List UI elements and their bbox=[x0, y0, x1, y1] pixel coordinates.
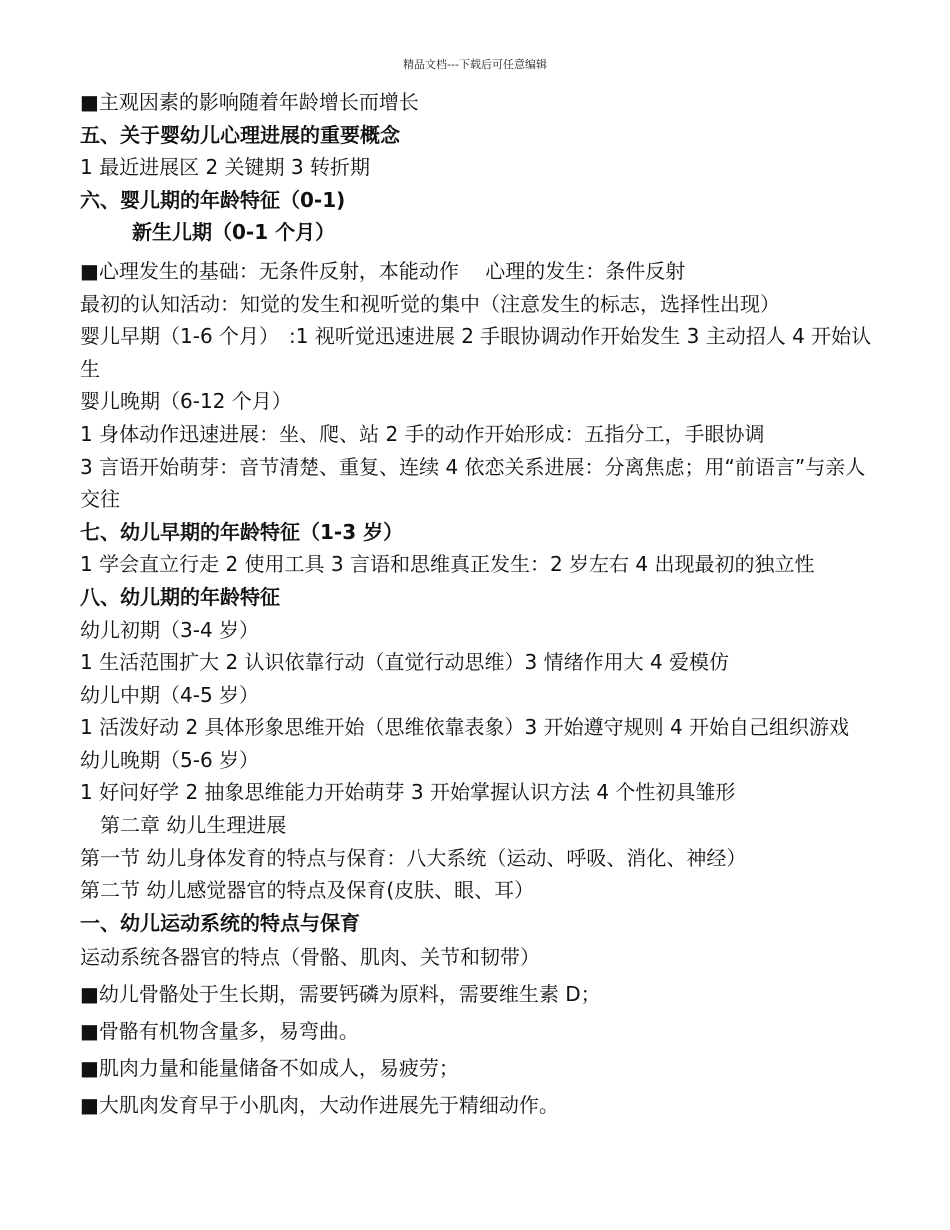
text-line: 运动系统各器官的特点（骨骼、肌肉、关节和韧带） bbox=[80, 945, 540, 970]
bullet-line: ■幼儿骨骼处于生长期，需要钙磷为原料，需要维生素 D； bbox=[80, 982, 601, 1007]
bullet-line: ■肌肉力量和能量储备不如成人，易疲劳； bbox=[80, 1056, 459, 1081]
text-line: 最初的认知活动：知觉的发生和视听觉的集中（注意发生的标志，选择性出现） bbox=[80, 291, 780, 316]
text-paragraph: 1 活泼好动 2 具体形象思维开始（思维依靠表象）3 开始遵守规则 4 开始自己组织游戏 bbox=[80, 715, 850, 740]
text-line: 第二节 幼儿感觉器官的特点及保育(皮肤、眼、耳） bbox=[80, 878, 535, 903]
text-line: 幼儿中期（4-5 岁） bbox=[80, 682, 260, 707]
bullet-line: ■心理发生的基础：无条件反射，本能动作 心理的发生：条件反射 bbox=[80, 258, 686, 283]
section-heading: 六、婴儿期的年龄特征（0-1) bbox=[80, 187, 346, 212]
section-heading: 五、关于婴幼儿心理进展的重要概念 bbox=[80, 122, 400, 147]
chapter-heading: 第二章 幼儿生理进展 bbox=[100, 813, 287, 838]
section-heading: 八、幼儿期的年龄特征 bbox=[80, 584, 280, 609]
text-line: 幼儿晚期（5-6 岁） bbox=[80, 747, 260, 772]
text-line: 1 学会直立行走 2 使用工具 3 言语和思维真正发生：2 岁左右 4 出现最初的独立性 bbox=[80, 552, 815, 577]
text-line: 1 最近进展区 2 关键期 3 转折期 bbox=[80, 155, 370, 180]
section-heading: 七、幼儿早期的年龄特征（1-3 岁） bbox=[80, 519, 404, 544]
bullet-line: ■骨骼有机物含量多，易弯曲。 bbox=[80, 1019, 359, 1044]
section-heading: 一、幼儿运动系统的特点与保育 bbox=[80, 910, 360, 935]
text-paragraph: 3 言语开始萌芽：音节清楚、重复、连续 4 依恋关系进展：分离焦虑；用“前语言”与亲人交往 bbox=[80, 454, 866, 512]
text-line: 1 生活范围扩大 2 认识依靠行动（直觉行动思维）3 情绪作用大 4 爱模仿 bbox=[80, 650, 730, 675]
text-line: 婴儿晚期（6-12 个月） bbox=[80, 389, 292, 414]
text-line: 第一节 幼儿身体发育的特点与保育：八大系统（运动、呼吸、消化、神经） bbox=[80, 845, 747, 870]
text-line: 1 身体动作迅速进展：坐、爬、站 2 手的动作开始形成：五指分工，手眼协调 bbox=[80, 421, 765, 446]
document-body bbox=[80, 86, 880, 1124]
page-header: 精品文档---下载后可任意编辑 bbox=[403, 58, 547, 71]
bullet-line: ■主观因素的影响随着年龄增长而增长 bbox=[80, 90, 419, 114]
bullet-line: ■大肌肉发育早于小肌肉，大动作进展先于精细动作。 bbox=[80, 1093, 559, 1118]
text-line: 1 好问好学 2 抽象思维能力开始萌芽 3 开始掌握认识方法 4 个性初具雏形 bbox=[80, 780, 736, 805]
text-paragraph: 婴儿早期（1-6 个月） :1 视听觉迅速进展 2 手眼协调动作开始发生 3 主动招人 4 开始认生 bbox=[80, 324, 872, 381]
text-line: 幼儿初期（3-4 岁） bbox=[80, 617, 260, 642]
subsection-heading: 新生儿期（0-1 个月） bbox=[132, 220, 336, 245]
